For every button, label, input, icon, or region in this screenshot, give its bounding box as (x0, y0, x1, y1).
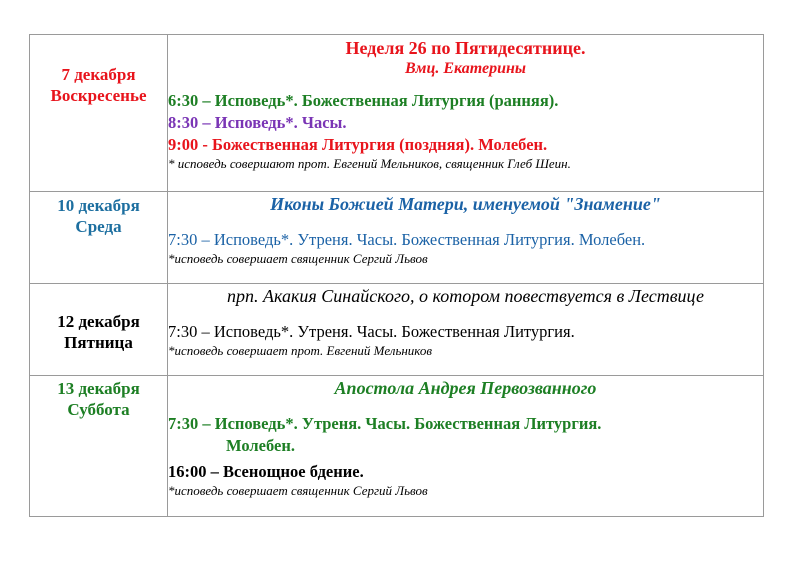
schedule-row (30, 192, 764, 284)
service-line: 7:30 – Исповедь*. Утреня. Часы. Божественная Литургия. (168, 322, 575, 341)
confession-note: *исповедь совершает священник Сергий Львов (168, 483, 428, 498)
schedule-row (30, 376, 764, 517)
feast-title: Неделя 26 по Пятидесятнице. (345, 38, 586, 58)
service-line: 6:30 – Исповедь*. Божественная Литургия (ранняя). (168, 91, 559, 110)
service-cell (168, 376, 764, 517)
service-line: 7:30 – Исповедь*. Утреня. Часы. Божественная Литургия. Молебен. (168, 230, 646, 249)
schedule-row (30, 35, 764, 192)
feast-title: Апостола Андрея Первозванного (334, 378, 597, 398)
weekday-label: Суббота (67, 400, 130, 419)
date-cell (30, 35, 168, 192)
feast-title: прп. Акакия Синайского, о котором повествуется в Лествице (227, 286, 704, 306)
date-label: 7 декабря (61, 65, 136, 84)
date-cell (30, 376, 168, 517)
service-cell (168, 192, 764, 284)
confession-note: *исповедь совершает священник Сергий Львов (168, 251, 428, 266)
date-label: 12 декабря (57, 312, 140, 331)
service-line: 8:30 – Исповедь*. Часы. (168, 113, 347, 132)
schedule-row (30, 284, 764, 376)
service-cell (168, 284, 764, 376)
confession-note: * исповедь совершают прот. Евгений Мельников, священник Глеб Шеин. (168, 156, 571, 171)
service-line: 7:30 – Исповедь*. Утреня. Часы. Божественная Литургия. (168, 414, 602, 433)
service-line: 9:00 - Божественная Литургия (поздняя). Молебен. (168, 135, 548, 154)
schedule-table (29, 34, 764, 517)
service-line: 16:00 – Всенощное бдение. (168, 462, 364, 481)
service-line: Молебен. (226, 436, 295, 455)
weekday-label: Среда (75, 217, 122, 236)
feast-subtitle: Вмц. Екатерины (405, 60, 526, 77)
date-cell (30, 192, 168, 284)
weekday-label: Воскресенье (50, 86, 147, 105)
service-cell (168, 35, 764, 192)
weekday-label: Пятница (64, 333, 133, 352)
date-label: 10 декабря (57, 196, 140, 215)
date-label: 13 декабря (57, 379, 140, 398)
date-cell (30, 284, 168, 376)
feast-title: Иконы Божией Матери, именуемой "Знамение" (270, 194, 661, 214)
confession-note: *исповедь совершает прот. Евгений Мельников (168, 343, 433, 358)
